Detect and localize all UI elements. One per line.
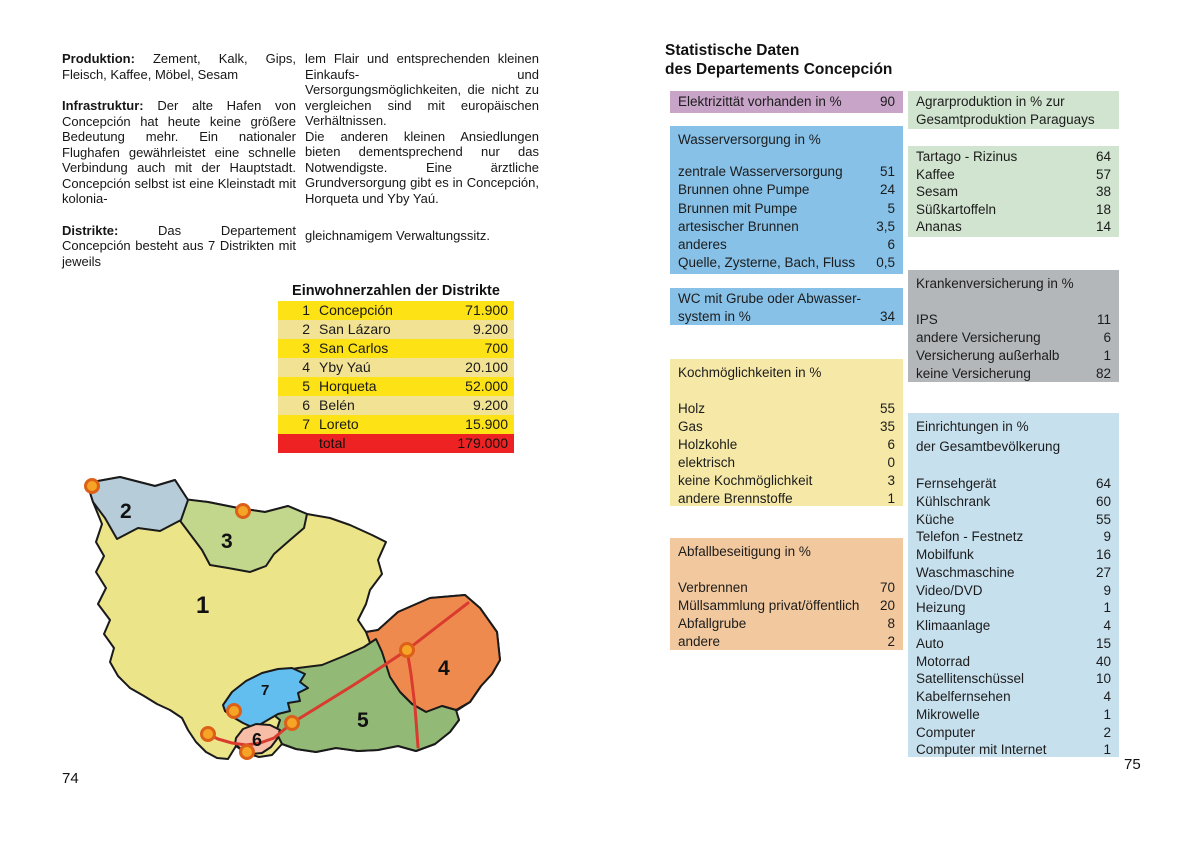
block-header-line2: Gesamtproduktion Paraguays <box>916 112 1095 127</box>
district-label-4: 4 <box>438 657 450 680</box>
town-dot <box>202 728 215 741</box>
district-number: 6 <box>302 397 310 413</box>
paragraph-produktion <box>62 51 296 82</box>
stat-value: 60 <box>1095 493 1111 509</box>
district-population: 52.000 <box>465 378 508 394</box>
statistics-title <box>665 42 892 79</box>
stat-row <box>916 617 1111 635</box>
town-dot <box>228 705 241 718</box>
district-name: Yby Yaú <box>319 359 371 375</box>
stat-value: 38 <box>1095 184 1111 199</box>
district-name: San Carlos <box>319 340 389 356</box>
stat-label: Motorrad <box>916 653 971 669</box>
water-supply-block <box>670 126 903 274</box>
page-number-left: 74 <box>62 770 79 787</box>
paragraph-lead: Distrikte: <box>62 222 119 238</box>
stat-row <box>916 582 1111 600</box>
stat-label: andere <box>678 634 721 649</box>
total-label: total <box>319 435 346 451</box>
stat-row <box>916 311 1111 329</box>
stat-row <box>916 653 1111 671</box>
stat-row <box>916 599 1111 617</box>
stat-row <box>678 454 895 472</box>
stat-row <box>678 93 895 111</box>
stat-row <box>916 564 1111 582</box>
stat-row <box>678 308 895 326</box>
stat-label: Auto <box>916 635 944 651</box>
stat-label: Müllsammlung privat/öffentlich <box>678 598 860 613</box>
stat-row <box>916 528 1111 546</box>
district-population: 9.200 <box>472 321 508 337</box>
stat-label: elektrisch <box>678 455 736 470</box>
stat-label: keine Versicherung <box>916 366 1031 381</box>
population-table <box>278 283 514 453</box>
page-number-right: 75 <box>1124 756 1141 773</box>
cooking-block <box>670 359 903 506</box>
stat-value: 4 <box>1103 618 1111 633</box>
population-table-title: Einwohnerzahlen der Distrikte <box>292 283 500 299</box>
district-name: Belén <box>319 397 355 413</box>
stat-row <box>678 615 895 633</box>
stat-row <box>678 200 895 218</box>
stat-row <box>678 597 895 615</box>
town-dot <box>401 644 414 657</box>
stat-label: keine Kochmöglichkeit <box>678 473 813 488</box>
stat-label: Elektrizittät vorhanden in % <box>678 94 842 109</box>
stat-row <box>916 365 1111 383</box>
district-name: Horqueta <box>319 378 377 394</box>
stat-row <box>916 670 1111 688</box>
text-column-left <box>62 51 296 269</box>
paragraph-body: Das Departement Concepción besteht aus 7 Distrikten mit jeweils <box>62 222 296 269</box>
stat-value: 24 <box>879 182 895 198</box>
toilet-block <box>670 288 903 325</box>
stat-row <box>678 181 895 199</box>
stat-label: Heizung <box>916 600 966 616</box>
stat-row <box>916 347 1111 365</box>
statistics-title-line2: des Departements Concepción <box>665 60 893 78</box>
paragraph-lead: Infrastruktur: <box>62 98 144 113</box>
block-header: Abfallbeseitigung in % <box>678 544 811 559</box>
stat-label: Verbrennen <box>678 580 748 595</box>
stat-row <box>678 436 895 454</box>
stat-label: system in % <box>678 309 751 324</box>
stat-row <box>678 254 895 272</box>
stat-label: Klimaanlage <box>916 618 991 633</box>
stat-label: Küche <box>916 511 955 527</box>
stat-label: Mikrowelle <box>916 706 980 722</box>
district-population: 71.900 <box>465 302 508 318</box>
stat-row <box>678 163 895 181</box>
stat-value: 90 <box>879 94 895 109</box>
table-row <box>278 396 514 415</box>
stat-value: 14 <box>1095 219 1111 234</box>
electricity-block <box>670 91 903 113</box>
table-row <box>278 320 514 339</box>
health-insurance-block <box>908 270 1119 382</box>
waste-disposal-block <box>670 538 903 650</box>
stat-label: Kühlschrank <box>916 493 991 509</box>
stat-row <box>916 635 1111 653</box>
stat-row <box>916 724 1111 742</box>
stat-value: 40 <box>1095 653 1111 669</box>
paragraph-continuation <box>305 51 539 129</box>
district-number: 5 <box>302 378 310 394</box>
district-label-5: 5 <box>357 709 369 732</box>
population-table-rows <box>278 301 514 434</box>
district-label-7: 7 <box>261 682 270 699</box>
stat-row <box>916 511 1111 529</box>
stat-row <box>916 493 1111 511</box>
district-label-1: 1 <box>196 592 210 619</box>
stat-label: IPS <box>916 312 938 327</box>
stat-value: 55 <box>879 401 895 416</box>
stat-label: Fernsehgerät <box>916 476 997 491</box>
district-population: 700 <box>484 340 508 356</box>
table-row <box>278 301 514 320</box>
paragraph-body: Die anderen kleinen Ansiedlungen bieten dementsprechend nur das Notwendigste. Eine ärztliche Grundversorgung gibt es in Concepción, Horqueta und Yby Yaú. <box>305 128 539 206</box>
stat-row <box>678 490 895 508</box>
stat-label: Kabelfernsehen <box>916 689 1011 704</box>
district-population: 20.100 <box>465 359 508 375</box>
block-header: WC mit Grube oder Abwasser- <box>678 291 862 306</box>
district-map <box>60 462 520 782</box>
stat-label: Ananas <box>916 219 962 234</box>
district-label-3: 3 <box>221 530 233 553</box>
stat-value: 34 <box>879 309 895 324</box>
stat-label: Holz <box>678 401 706 416</box>
stat-row <box>916 706 1111 724</box>
stat-label: Waschmaschine <box>916 564 1015 580</box>
stat-value: 64 <box>1095 149 1111 164</box>
paragraph-lead: Produktion: <box>62 51 135 66</box>
stat-value: 82 <box>1095 366 1111 381</box>
stat-label: artesischer Brunnen <box>678 218 799 234</box>
block-header: Krankenversicherung in % <box>916 276 1074 291</box>
stat-label: andere Versicherung <box>916 330 1041 345</box>
district-number: 4 <box>302 359 310 375</box>
block-header-line1: Agrarproduktion in % zur <box>916 94 1065 109</box>
town-dot <box>86 480 99 493</box>
town-dot <box>237 505 250 518</box>
text-column-right <box>305 51 539 244</box>
stat-row <box>916 329 1111 347</box>
district-number: 1 <box>302 302 310 318</box>
stat-value: 1 <box>1103 600 1111 616</box>
district-number: 2 <box>302 321 310 337</box>
stat-label: Versicherung außerhalb <box>916 348 1060 363</box>
stat-row <box>916 148 1111 166</box>
stat-value: 10 <box>1095 671 1111 687</box>
table-row <box>278 415 514 434</box>
paragraph-body: Zement, Kalk, Gips, Fleisch, Kaffee, Möbel, Sesam <box>62 51 296 82</box>
paragraph-infrastruktur <box>62 98 296 207</box>
household-equipment-block <box>908 413 1119 757</box>
stat-value: 1 <box>1103 706 1111 722</box>
block-header: Kochmöglichkeiten in % <box>678 365 822 380</box>
table-row <box>278 358 514 377</box>
stat-value: 64 <box>1095 476 1111 491</box>
population-total-row <box>278 434 514 453</box>
paragraph-ansiedlungen <box>305 129 539 207</box>
stat-row <box>678 418 895 436</box>
stat-row <box>916 688 1111 706</box>
paragraph-body: lem Flair und entsprechenden kleinen Einkaufs- und Versorgungsmöglichkeiten, die nicht zu vergleichen sind mit europäischen Verhältnissen. <box>305 51 539 128</box>
district-name: Concepción <box>319 302 393 318</box>
stat-row <box>678 400 895 418</box>
stat-label: Süßkartoffeln <box>916 201 997 217</box>
stat-label: Video/DVD <box>916 582 983 598</box>
stat-value: 3,5 <box>876 218 895 234</box>
stat-row <box>916 546 1111 564</box>
agri-production-data-block <box>908 146 1119 237</box>
stat-row <box>916 183 1111 201</box>
block-header: Wasserversorgung in % <box>678 132 821 147</box>
stat-value: 2 <box>887 634 895 649</box>
stat-label: andere Brennstoffe <box>678 491 793 506</box>
stat-value: 1 <box>1103 348 1111 363</box>
stat-label: Abfallgrube <box>678 616 747 631</box>
stat-value: 1 <box>1103 742 1111 758</box>
stat-value: 5 <box>887 200 895 216</box>
stat-value: 6 <box>1103 330 1111 345</box>
stat-label: Holzkohle <box>678 437 738 452</box>
stat-value: 0 <box>887 455 895 470</box>
stat-value: 3 <box>887 473 895 488</box>
stat-value: 35 <box>879 419 895 434</box>
stat-row <box>916 166 1111 184</box>
stat-value: 70 <box>879 580 895 595</box>
stat-value: 4 <box>1103 689 1111 704</box>
agri-production-header-block <box>908 91 1119 129</box>
district-number: 3 <box>302 340 310 356</box>
stat-label: Gas <box>678 419 703 434</box>
stat-value: 55 <box>1095 511 1111 527</box>
stat-row <box>678 579 895 597</box>
stat-value: 11 <box>1096 312 1111 327</box>
stat-label: Brunnen mit Pumpe <box>678 200 798 216</box>
district-name: San Lázaro <box>319 321 391 337</box>
stat-row <box>916 201 1111 219</box>
stat-row <box>678 472 895 490</box>
stat-value: 9 <box>1103 529 1111 545</box>
stat-value: 2 <box>1103 724 1111 740</box>
stat-value: 6 <box>887 437 895 452</box>
block-header-line2: der Gesamtbevölkerung <box>916 439 1061 454</box>
paragraph-distrikte <box>62 223 296 270</box>
stat-label: anderes <box>678 237 727 253</box>
paragraph-body: gleichnamigem Verwaltungssitz. <box>305 228 490 243</box>
stat-value: 18 <box>1095 201 1111 217</box>
district-population: 9.200 <box>472 397 508 413</box>
stat-label: Sesam <box>916 184 959 199</box>
stat-label: Computer mit Internet <box>916 742 1047 758</box>
stat-label: Kaffee <box>916 166 955 182</box>
district-label-2: 2 <box>120 500 132 523</box>
stat-value: 15 <box>1095 635 1111 651</box>
district-label-6: 6 <box>252 730 263 750</box>
district-name: Loreto <box>319 416 359 432</box>
stat-label: Mobilfunk <box>916 547 974 562</box>
stat-row <box>678 236 895 254</box>
stat-row <box>678 633 895 651</box>
stat-value: 16 <box>1095 547 1111 562</box>
stat-label: Quelle, Zysterne, Bach, Fluss <box>678 255 856 271</box>
total-value: 179.000 <box>457 435 508 451</box>
stat-value: 6 <box>887 237 895 253</box>
stat-label: Satellitenschüssel <box>916 671 1025 687</box>
district-population: 15.900 <box>465 416 508 432</box>
stat-label: Tartago - Rizinus <box>916 149 1018 164</box>
paragraph-body: Der alte Hafen von Concepción hat heute keine größere Bedeutung mehr. Ein nationaler Flughafen gewährleistet eine schnelle Verbindung auch mit der Hauptstadt. Concepción selbst ist eine Kleinstadt mit kolonia- <box>62 98 296 206</box>
stat-label: Computer <box>916 724 976 740</box>
stat-value: 57 <box>1095 166 1111 182</box>
stat-value: 27 <box>1095 564 1111 580</box>
stat-label: zentrale Wasserversorgung <box>678 164 843 179</box>
stat-label: Telefon - Festnetz <box>916 529 1024 545</box>
stat-value: 20 <box>879 598 895 613</box>
stat-value: 9 <box>1103 582 1111 598</box>
stat-value: 1 <box>887 491 895 506</box>
district-number: 7 <box>302 416 310 432</box>
stat-row <box>678 218 895 236</box>
table-row <box>278 339 514 358</box>
table-row <box>278 377 514 396</box>
stat-value: 0,5 <box>876 255 895 271</box>
town-dot <box>286 717 299 730</box>
stat-row <box>916 741 1111 759</box>
stat-row <box>916 475 1111 493</box>
statistics-title-line1: Statistische Daten <box>665 42 800 59</box>
stat-value: 8 <box>887 616 895 631</box>
stat-label: Brunnen ohne Pumpe <box>678 182 810 198</box>
paragraph-verwaltungssitz <box>305 228 539 244</box>
stat-row <box>916 218 1111 236</box>
block-header-line1: Einrichtungen in % <box>916 419 1029 434</box>
stat-value: 51 <box>879 164 895 179</box>
